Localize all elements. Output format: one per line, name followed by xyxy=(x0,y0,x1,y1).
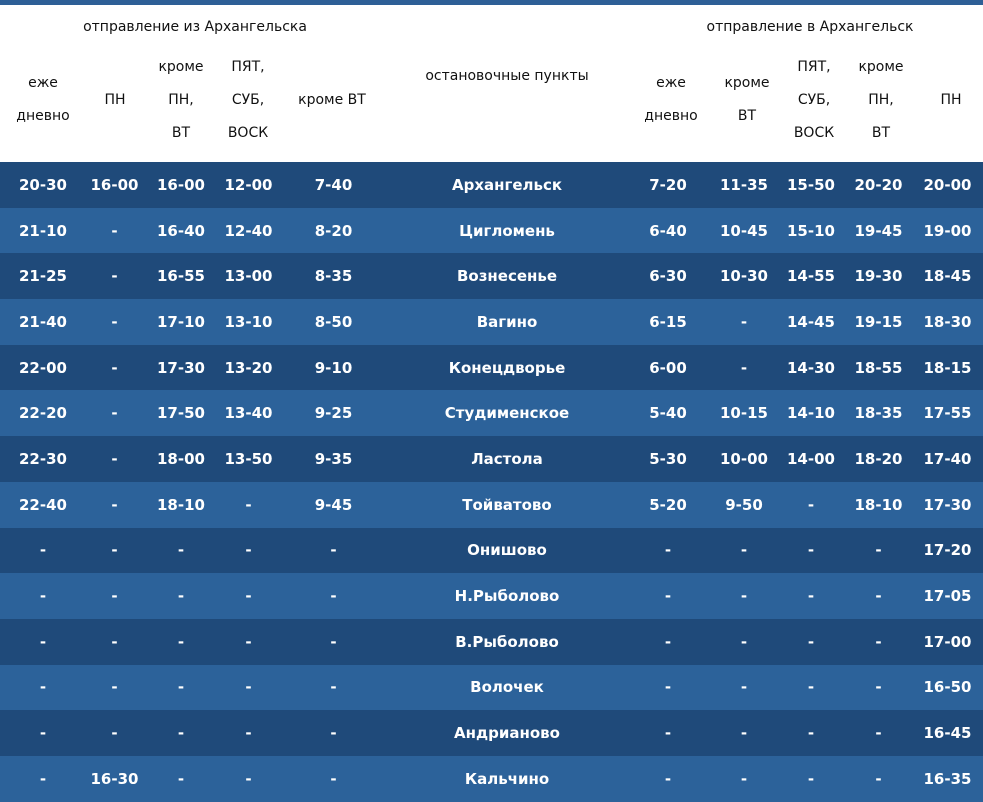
header-col-8-line: ПЯТ, xyxy=(797,58,831,75)
table-row xyxy=(0,299,983,345)
stop-name-cell: Конецдворье xyxy=(389,345,625,391)
time-cell: 7-20 xyxy=(625,162,711,208)
header-col-7-line: ВТ xyxy=(737,108,757,124)
time-cell: - xyxy=(278,528,389,574)
time-cell: - xyxy=(625,573,711,619)
time-cell: - xyxy=(777,528,845,574)
time-cell: - xyxy=(777,665,845,711)
time-cell: - xyxy=(845,756,912,802)
time-cell: - xyxy=(777,756,845,802)
table-row xyxy=(0,208,983,254)
time-cell: 20-30 xyxy=(0,162,86,208)
time-cell: - xyxy=(625,619,711,665)
time-cell: 17-10 xyxy=(143,299,219,345)
time-cell: 12-00 xyxy=(219,162,278,208)
time-cell: 7-40 xyxy=(278,162,389,208)
header-col-9-line: ПН, xyxy=(868,91,894,108)
time-cell: - xyxy=(625,710,711,756)
time-cell: 16-00 xyxy=(143,162,219,208)
timetable-body xyxy=(0,162,983,802)
time-cell: - xyxy=(219,482,278,528)
header-col-8-line: ВОСК xyxy=(793,124,835,141)
time-cell: - xyxy=(711,573,777,619)
time-cell: 14-30 xyxy=(777,345,845,391)
time-cell: 8-35 xyxy=(278,253,389,299)
time-cell: 21-25 xyxy=(0,253,86,299)
time-cell: - xyxy=(0,619,86,665)
time-cell: 14-55 xyxy=(777,253,845,299)
header-col-9-line: кроме xyxy=(858,58,904,75)
header-group-from-arkhangelsk: отправление из Архангельска xyxy=(83,19,307,35)
time-cell: 6-30 xyxy=(625,253,711,299)
header-col-6 xyxy=(631,67,711,133)
stop-name-cell: Вагино xyxy=(389,299,625,345)
stop-name-cell: Архангельск xyxy=(389,162,625,208)
time-cell: 9-25 xyxy=(278,390,389,436)
time-cell: 16-35 xyxy=(912,756,983,802)
header-col-9-line: ВТ xyxy=(871,124,891,141)
time-cell: - xyxy=(845,528,912,574)
time-cell: 11-35 xyxy=(711,162,777,208)
header-col-6-line: дневно xyxy=(644,108,698,124)
time-cell: 5-40 xyxy=(625,390,711,436)
time-cell: - xyxy=(0,665,86,711)
time-cell: 17-50 xyxy=(143,390,219,436)
time-cell: 21-10 xyxy=(0,208,86,254)
header-col-0-line: дневно xyxy=(16,108,70,124)
header-col-5 xyxy=(392,60,622,93)
time-cell: - xyxy=(86,390,143,436)
time-cell: - xyxy=(86,436,143,482)
time-cell: 5-20 xyxy=(625,482,711,528)
header-col-5-line: остановочные пункты xyxy=(425,68,589,84)
time-cell: - xyxy=(219,528,278,574)
header-col-1-line: ПН xyxy=(104,91,126,108)
time-cell: - xyxy=(625,528,711,574)
header-col-3-line: СУБ, xyxy=(231,91,265,108)
time-cell: 9-35 xyxy=(278,436,389,482)
header-col-3-line: ПЯТ, xyxy=(231,58,265,75)
header-col-9 xyxy=(848,51,914,150)
table-row xyxy=(0,162,983,208)
time-cell: - xyxy=(143,710,219,756)
time-cell: 20-00 xyxy=(912,162,983,208)
header-col-2-line: ВТ xyxy=(171,124,191,141)
time-cell: - xyxy=(845,619,912,665)
time-cell: - xyxy=(219,619,278,665)
time-cell: 18-30 xyxy=(912,299,983,345)
time-cell: - xyxy=(143,619,219,665)
time-cell: 19-45 xyxy=(845,208,912,254)
table-row xyxy=(0,436,983,482)
header-col-7 xyxy=(717,67,777,133)
time-cell: 13-10 xyxy=(219,299,278,345)
time-cell: 17-55 xyxy=(912,390,983,436)
time-cell: - xyxy=(86,665,143,711)
time-cell: - xyxy=(0,756,86,802)
time-cell: 6-15 xyxy=(625,299,711,345)
table-row xyxy=(0,665,983,711)
time-cell: 6-00 xyxy=(625,345,711,391)
time-cell: - xyxy=(219,710,278,756)
time-cell: 10-45 xyxy=(711,208,777,254)
stop-name-cell: Волочек xyxy=(389,665,625,711)
time-cell: - xyxy=(86,345,143,391)
time-cell: - xyxy=(0,710,86,756)
table-row xyxy=(0,528,983,574)
time-cell: 22-30 xyxy=(0,436,86,482)
time-cell: 18-45 xyxy=(912,253,983,299)
time-cell: - xyxy=(143,665,219,711)
time-cell: 15-50 xyxy=(777,162,845,208)
time-cell: - xyxy=(711,756,777,802)
time-cell: - xyxy=(711,345,777,391)
time-cell: 9-45 xyxy=(278,482,389,528)
table-row xyxy=(0,756,983,802)
stop-name-cell: Н.Рыболово xyxy=(389,573,625,619)
header-col-2-line: ПН, xyxy=(168,91,194,108)
time-cell: - xyxy=(845,665,912,711)
time-cell: 12-40 xyxy=(219,208,278,254)
time-cell: - xyxy=(86,619,143,665)
time-cell: 19-30 xyxy=(845,253,912,299)
header-col-8-line: СУБ, xyxy=(797,91,831,108)
time-cell: 13-00 xyxy=(219,253,278,299)
table-row xyxy=(0,345,983,391)
time-cell: - xyxy=(86,710,143,756)
time-cell: 18-35 xyxy=(845,390,912,436)
time-cell: 17-30 xyxy=(912,482,983,528)
time-cell: 10-15 xyxy=(711,390,777,436)
time-cell: 17-20 xyxy=(912,528,983,574)
timetable-header xyxy=(0,5,983,162)
header-col-4 xyxy=(277,84,387,117)
time-cell: - xyxy=(625,756,711,802)
time-cell: 8-50 xyxy=(278,299,389,345)
header-col-2 xyxy=(146,51,216,150)
time-cell: - xyxy=(278,665,389,711)
time-cell: - xyxy=(86,208,143,254)
header-col-6-line: еже xyxy=(656,75,686,91)
time-cell: - xyxy=(219,573,278,619)
stop-name-cell: Цигломень xyxy=(389,208,625,254)
time-cell: 19-00 xyxy=(912,208,983,254)
time-cell: - xyxy=(143,528,219,574)
time-cell: 17-30 xyxy=(143,345,219,391)
time-cell: 16-00 xyxy=(86,162,143,208)
time-cell: 13-50 xyxy=(219,436,278,482)
time-cell: - xyxy=(711,619,777,665)
header-col-1 xyxy=(90,84,140,117)
header-group-to-arkhangelsk: отправление в Архангельск xyxy=(706,19,914,35)
time-cell: - xyxy=(278,619,389,665)
time-cell: - xyxy=(711,710,777,756)
time-cell: 13-20 xyxy=(219,345,278,391)
table-row xyxy=(0,619,983,665)
stop-name-cell: Тойватово xyxy=(389,482,625,528)
time-cell: 16-40 xyxy=(143,208,219,254)
time-cell: - xyxy=(0,573,86,619)
table-row xyxy=(0,253,983,299)
time-cell: 17-00 xyxy=(912,619,983,665)
time-cell: - xyxy=(711,528,777,574)
time-cell: 20-20 xyxy=(845,162,912,208)
time-cell: 16-30 xyxy=(86,756,143,802)
stop-name-cell: В.Рыболово xyxy=(389,619,625,665)
time-cell: 16-55 xyxy=(143,253,219,299)
time-cell: - xyxy=(143,756,219,802)
time-cell: 14-10 xyxy=(777,390,845,436)
time-cell: - xyxy=(777,573,845,619)
time-cell: 16-45 xyxy=(912,710,983,756)
time-cell: 15-10 xyxy=(777,208,845,254)
header-col-8 xyxy=(781,51,847,150)
time-cell: - xyxy=(219,665,278,711)
time-cell: - xyxy=(711,665,777,711)
time-cell: 5-30 xyxy=(625,436,711,482)
time-cell: - xyxy=(86,528,143,574)
header-col-7-line: кроме xyxy=(724,75,770,91)
time-cell: - xyxy=(0,528,86,574)
time-cell: 18-10 xyxy=(143,482,219,528)
header-col-0-line: еже xyxy=(28,75,58,91)
time-cell: 22-20 xyxy=(0,390,86,436)
time-cell: - xyxy=(143,573,219,619)
time-cell: - xyxy=(278,573,389,619)
time-cell: - xyxy=(86,573,143,619)
time-cell: 18-10 xyxy=(845,482,912,528)
time-cell: 14-45 xyxy=(777,299,845,345)
time-cell: 18-55 xyxy=(845,345,912,391)
time-cell: 22-00 xyxy=(0,345,86,391)
stop-name-cell: Андрианово xyxy=(389,710,625,756)
time-cell: - xyxy=(777,619,845,665)
time-cell: - xyxy=(219,756,278,802)
header-col-10 xyxy=(916,84,983,117)
time-cell: - xyxy=(278,710,389,756)
stop-name-cell: Вознесенье xyxy=(389,253,625,299)
time-cell: 6-40 xyxy=(625,208,711,254)
time-cell: - xyxy=(711,299,777,345)
time-cell: - xyxy=(845,710,912,756)
header-col-4-line: кроме ВТ xyxy=(298,91,366,108)
stop-name-cell: Студименское xyxy=(389,390,625,436)
time-cell: - xyxy=(777,710,845,756)
time-cell: 22-40 xyxy=(0,482,86,528)
header-col-3 xyxy=(218,51,278,150)
time-cell: 17-05 xyxy=(912,573,983,619)
header-col-2-line: кроме xyxy=(158,58,204,75)
time-cell: 9-50 xyxy=(711,482,777,528)
time-cell: - xyxy=(845,573,912,619)
table-row xyxy=(0,710,983,756)
time-cell: 9-10 xyxy=(278,345,389,391)
table-row xyxy=(0,573,983,619)
stop-name-cell: Кальчино xyxy=(389,756,625,802)
time-cell: - xyxy=(777,482,845,528)
time-cell: 18-00 xyxy=(143,436,219,482)
time-cell: 8-20 xyxy=(278,208,389,254)
stop-name-cell: Онишово xyxy=(389,528,625,574)
time-cell: 16-50 xyxy=(912,665,983,711)
header-col-0 xyxy=(3,67,83,133)
time-cell: 13-40 xyxy=(219,390,278,436)
time-cell: 19-15 xyxy=(845,299,912,345)
table-row xyxy=(0,390,983,436)
time-cell: - xyxy=(86,299,143,345)
time-cell: - xyxy=(278,756,389,802)
timetable xyxy=(0,162,983,802)
header-col-10-line: ПН xyxy=(940,91,962,108)
time-cell: - xyxy=(86,482,143,528)
header-col-3-line: ВОСК xyxy=(227,124,269,141)
time-cell: 18-20 xyxy=(845,436,912,482)
time-cell: - xyxy=(625,665,711,711)
time-cell: - xyxy=(86,253,143,299)
time-cell: 14-00 xyxy=(777,436,845,482)
time-cell: 10-30 xyxy=(711,253,777,299)
stop-name-cell: Ластола xyxy=(389,436,625,482)
table-row xyxy=(0,482,983,528)
time-cell: 21-40 xyxy=(0,299,86,345)
time-cell: 10-00 xyxy=(711,436,777,482)
time-cell: 18-15 xyxy=(912,345,983,391)
time-cell: 17-40 xyxy=(912,436,983,482)
